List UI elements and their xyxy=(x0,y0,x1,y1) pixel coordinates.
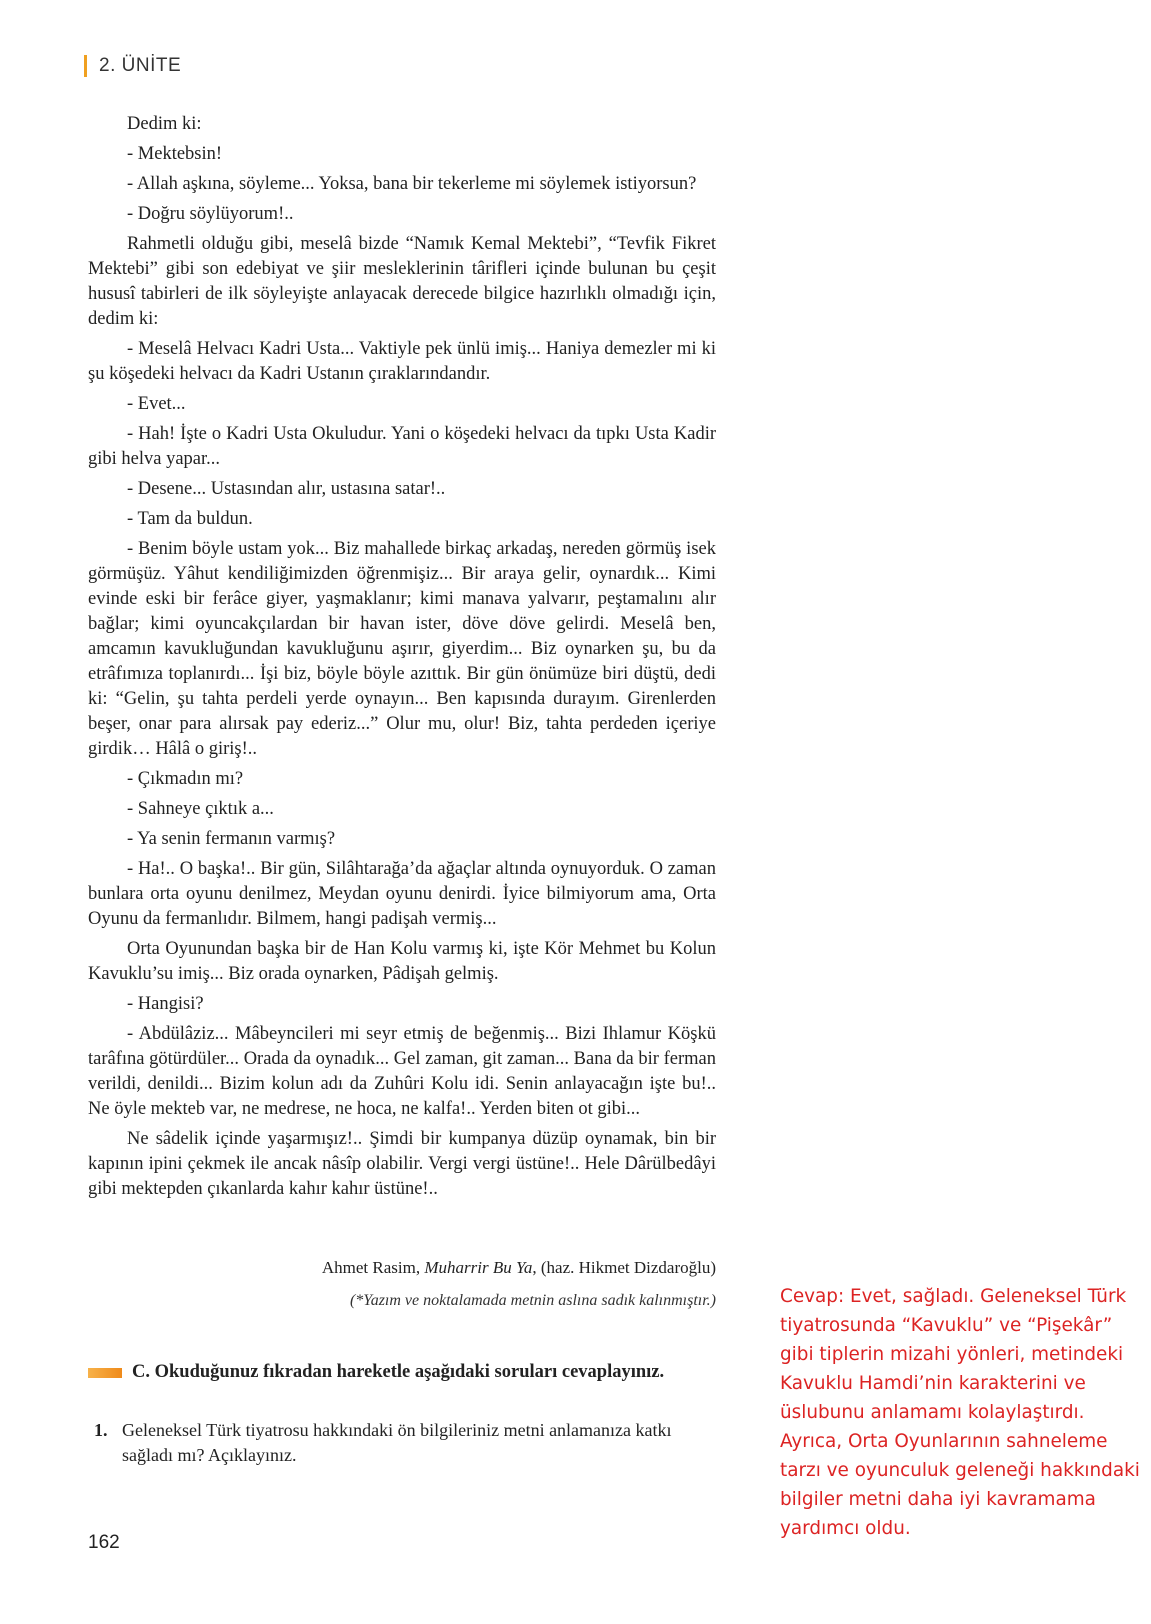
paragraph: - Abdülâziz... Mâbeyncileri mi seyr etmiş de beğenmiş... Bizi Ihlamur Köşkü tarâfına götürdüler... Orada da oynadık... Gel zaman, git zaman... Bana da bir ferman verildi, denildi... Bizim kolun adı da Zuhûri Kolu idi. Senin anlayacağın işte bu!.. Ne öyle mekteb var, ne medrese, ne hoca, ne kalfa!.. Yerden biten ot gibi... xyxy=(88,1024,716,1119)
unit-accent-bar xyxy=(84,55,87,77)
question-text: Geleneksel Türk tiyatrosu hakkındaki ön bilgileriniz metni anlamanıza katkı sağladı mı? Açıklayınız. xyxy=(122,1420,672,1465)
paragraph: - Benim böyle ustam yok... Biz mahallede birkaç arkadaş, nereden görmüş isek görmüşüz. Yâhut kendiliğimizden öğrenmişiz... Bir araya gelir, oynardık... Kimi evinde eski bir ferâce giyer, yaşmaklanır; kimi manava yalvarır, peştamalını alır bağlar; kimi oyuncakçılardan bir havan ister, döve döve gelirdi. Meselâ ben, amcamın kavukluğundan kavukluğunu aşırır, giyerdim... Biz oynarken şu, bu da etrâfımıza toplanırdı... İşi biz, böyle böyle azıttık. Bir gün önümüze biri düştü, dedi ki: “Gelin, şu tahta perdeli yerde oynayın... Ben kapısında durayım. Girenlerden beşer, onar para alırsak pay ederiz...” Olur mu, olur! Biz, tahta perdeden içeriye girdik… Hâlâ o giriş!.. xyxy=(88,539,716,759)
paragraph: Rahmetli olduğu gibi, meselâ bizde “Namık Kemal Mektebi”, “Tevfik Fikret Mektebi” gibi son edebiyat ve şiir mesleklerinin târifleri içinde bulunan bu çeşit hususî tabirleri de ilk söyleyişte anlayacak derecede bilgice hazırlıklı olmadığı için, dedim ki: xyxy=(88,234,716,329)
paragraph: - Ha!.. O başka!.. Bir gün, Silâhtarağa’da ağaçlar altında oynuyorduk. O zaman bunlara orta oyunu denilmez, Meydan oyunu denirdi. İyice bilmiyorum ama, Orta Oyunu da fermanlıdır. Bilmem, hangi padişah vermiş... xyxy=(88,859,716,929)
section-c-header xyxy=(88,1362,728,1383)
paragraph: Orta Oyunundan başka bir de Han Kolu varmış ki, işte Kör Mehmet bu Kolun Kavuklu’su imiş... Biz orada oynarken, Pâdişah gelmiş. xyxy=(88,939,716,984)
paragraph: - Hangisi? xyxy=(127,994,204,1014)
story-text xyxy=(88,112,716,1207)
attribution-work: Muharrir Bu Ya xyxy=(424,1258,533,1277)
paragraph: - Meselâ Helvacı Kadri Usta... Vaktiyle pek ünlü imiş... Haniya demezler mi ki şu köşedeki helvacı da Kadri Ustanın çıraklarındandır. xyxy=(88,339,716,384)
unit-title: 2. ÜNİTE xyxy=(99,55,182,76)
page-number: 162 xyxy=(88,1532,120,1553)
paragraph: - Hah! İşte o Kadri Usta Okuludur. Yani o köşedeki helvacı da tıpkı Usta Kadir gibi helva yapar... xyxy=(88,424,716,469)
question-number: 1. xyxy=(94,1420,108,1440)
spelling-note: (*Yazım ve noktalamada metnin aslına sadık kalınmıştır.) xyxy=(349,1292,716,1309)
handwritten-answer: Cevap: Evet, sağladı. Geleneksel Türk tiyatrosunda “Kavuklu” ve “Pişekâr” gibi tiplerin mizahi yönleri, metindeki Kavuklu Hamdi’nin karakterini ve üslubunu anlamamı kolaylaştırdı. Ayrıca, Orta Oyunlarının sahneleme tarzı ve oyunculuk geleneği hakkındaki bilgiler metni daha iyi kavramama yardımcı oldu. xyxy=(780,1286,1140,1539)
paragraph: - Ya senin fermanın varmış? xyxy=(127,829,336,849)
section-title: C. Okuduğunuz fıkradan hareketle aşağıdaki soruları cevaplayınız. xyxy=(132,1362,665,1382)
attribution-author: Ahmet Rasim, xyxy=(321,1258,425,1277)
paragraph: - Mektebsin! xyxy=(127,144,223,164)
paragraph: - Desene... Ustasından alır, ustasına satar!.. xyxy=(127,479,446,499)
paragraph: Dedim ki: xyxy=(127,114,202,134)
paragraph: - Allah aşkına, söyleme... Yoksa, bana bir tekerleme mi söylemek istiyorsun? xyxy=(127,174,697,194)
section-accent-bar xyxy=(88,1368,122,1378)
question-1 xyxy=(94,1418,714,1468)
attribution xyxy=(322,1258,716,1278)
paragraph: - Tam da buldun. xyxy=(127,509,253,529)
paragraph: Ne sâdelik içinde yaşarmışız!.. Şimdi bir kumpanya düzüp oynamak, bin bir kapının ipini çekmek ile ancak nâsîp olabilir. Vergi vergi üstüne!.. Hele Dârülbedâyi gibi mektepden çıkanlarda kahır kahır üstüne!.. xyxy=(88,1129,716,1199)
unit-header xyxy=(84,52,181,80)
attribution-editor: , (haz. Hikmet Dizdaroğlu) xyxy=(532,1258,716,1277)
paragraph: - Sahneye çıktık a... xyxy=(127,799,274,819)
paragraph: - Doğru söylüyorum!.. xyxy=(127,204,294,224)
paragraph: - Evet... xyxy=(127,394,186,414)
paragraph: - Çıkmadın mı? xyxy=(127,769,244,789)
